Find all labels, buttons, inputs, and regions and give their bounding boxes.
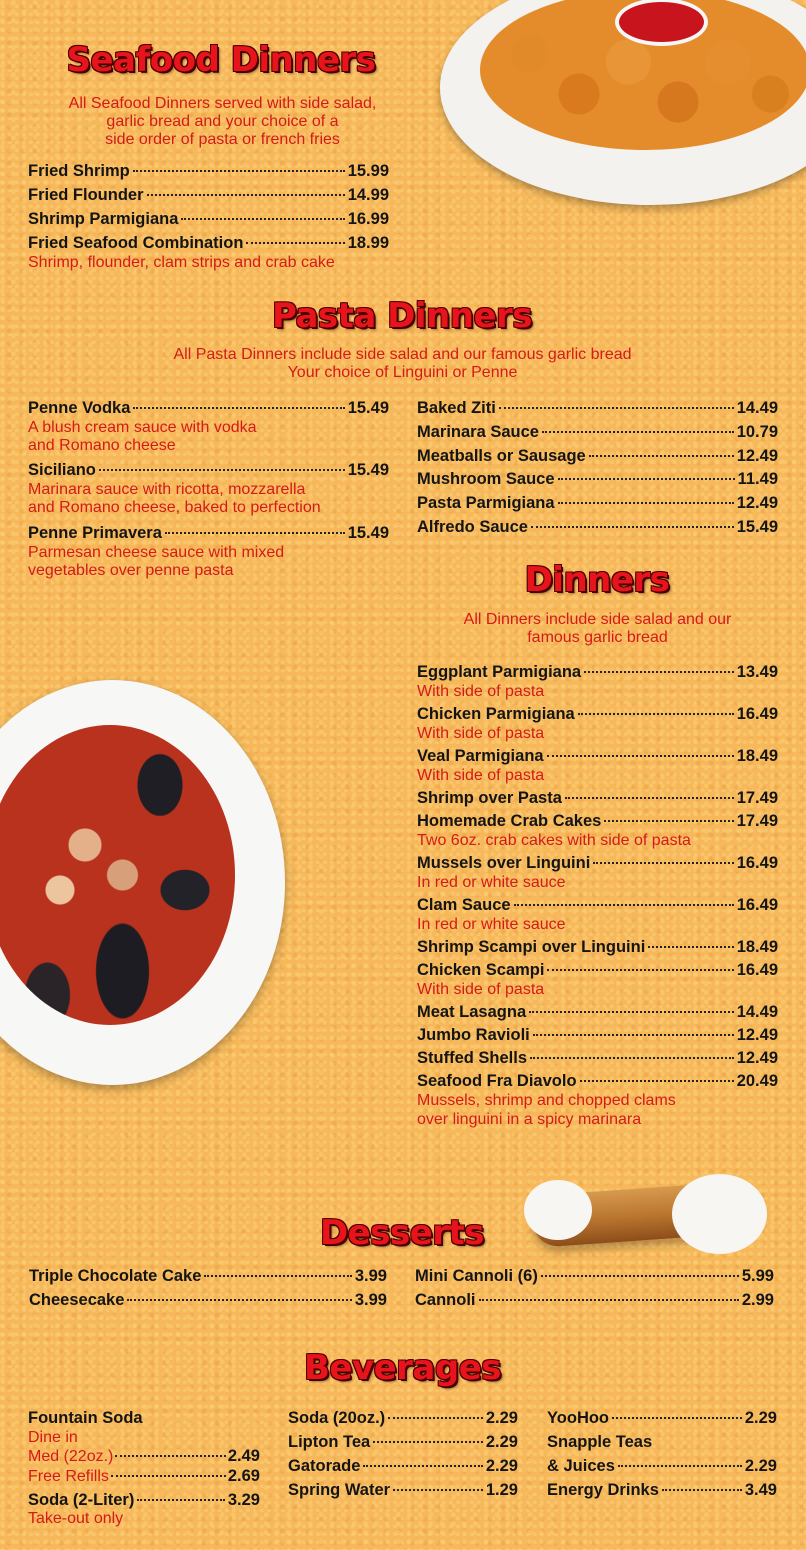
menu-item: Triple Chocolate Cake 3.99 [29, 1267, 387, 1285]
item-description: Parmesan cheese sauce with mixed vegetables over penne pasta [28, 544, 285, 579]
menu-item: Chicken Scampi 16.49 [417, 961, 778, 979]
snapple-label: Snapple Teas [547, 1433, 653, 1451]
fried-shrimp-photo [440, 0, 806, 205]
menu-item: Homemade Crab Cakes 17.49 [417, 812, 778, 830]
menu-item: Fried Flounder 14.99 [28, 186, 389, 204]
menu-item: Cheesecake 3.99 [29, 1291, 387, 1309]
menu-item: Shrimp Parmigiana 16.99 [28, 210, 389, 228]
menu-item: Shrimp Scampi over Linguini 18.49 [417, 938, 778, 956]
menu-item: Veal Parmigiana 18.49 [417, 747, 778, 765]
dinners-note: All Dinners include side salad and our famous garlic bread [463, 611, 732, 646]
menu-item: Meat Lasagna 14.49 [417, 1003, 778, 1021]
menu-item: Jumbo Ravioli 12.49 [417, 1026, 778, 1044]
menu-item: Fried Seafood Combination 18.99 [28, 234, 389, 252]
menu-item: Seafood Fra Diavolo 20.49 [417, 1072, 778, 1090]
menu-item: Shrimp over Pasta 17.49 [417, 789, 778, 807]
seafood-note: All Seafood Dinners served with side salad, garlic bread and your choice of a side order of pasta or french fries [68, 95, 377, 148]
item-description: With side of pasta [417, 767, 545, 784]
menu-item: Spring Water 1.29 [288, 1481, 518, 1499]
cannoli-photo [522, 1168, 772, 1256]
item-description: Two 6oz. crab cakes with side of pasta [417, 832, 691, 849]
menu-item: Stuffed Shells 12.49 [417, 1049, 778, 1067]
menu-item: Baked Ziti 14.49 [417, 399, 778, 417]
menu-item: Meatballs or Sausage 12.49 [417, 447, 778, 465]
menu-item: Marinara Sauce 10.79 [417, 423, 778, 441]
menu-item: Fried Shrimp 15.99 [28, 162, 389, 180]
item-description: Marinara sauce with ricotta, mozzarella and Romano cheese, baked to perfection [28, 481, 321, 516]
pasta-note: All Pasta Dinners include side salad and our famous garlic bread Your choice of Linguini or Penne [173, 346, 632, 381]
item-description: In red or white sauce [417, 874, 566, 891]
item-description: over linguini in a spicy marinara [417, 1111, 642, 1128]
takeout-note: Take-out only [28, 1510, 124, 1527]
desserts-title: Desserts [319, 1213, 485, 1253]
menu-item: & Juices 2.29 [547, 1457, 777, 1475]
menu-item: Lipton Tea 2.29 [288, 1433, 518, 1451]
menu-item: Free Refills 2.69 [28, 1467, 260, 1485]
pasta-title: Pasta Dinners [271, 296, 533, 336]
dinners-title: Dinners [524, 560, 670, 600]
menu-item: Penne Vodka 15.49 [28, 399, 389, 417]
menu-item: Gatorade 2.29 [288, 1457, 518, 1475]
item-description: With side of pasta [417, 981, 545, 998]
item-description: Mussels, shrimp and chopped clams [417, 1092, 676, 1109]
menu-item: Alfredo Sauce 15.49 [417, 518, 778, 536]
menu-item: Mini Cannoli (6) 5.99 [415, 1267, 774, 1285]
menu-item: Clam Sauce 16.49 [417, 896, 778, 914]
menu-item: Mussels over Linguini 16.49 [417, 854, 778, 872]
menu-item: Siciliano 15.49 [28, 461, 389, 479]
item-description: A blush cream sauce with vodka and Romano cheese [28, 419, 257, 454]
menu-item: Chicken Parmigiana 16.49 [417, 705, 778, 723]
menu-item: YooHoo 2.29 [547, 1409, 777, 1427]
menu-item: Eggplant Parmigiana 13.49 [417, 663, 778, 681]
fountain-soda-label: Fountain Soda [28, 1409, 143, 1427]
beverages-title: Beverages [303, 1348, 502, 1388]
dine-in-label: Dine in [28, 1429, 78, 1446]
menu-item: Penne Primavera 15.49 [28, 524, 389, 542]
seafood-title: Seafood Dinners [66, 40, 376, 80]
item-description: In red or white sauce [417, 916, 566, 933]
item-description: With side of pasta [417, 683, 545, 700]
item-description: Shrimp, flounder, clam strips and crab cake [28, 254, 335, 271]
menu-item: Soda (2-Liter) 3.29 [28, 1491, 260, 1509]
menu-item: Energy Drinks 3.49 [547, 1481, 777, 1499]
menu-item: Cannoli 2.99 [415, 1291, 774, 1309]
menu-item: Mushroom Sauce 11.49 [417, 470, 778, 488]
menu-item: Med (22oz.) 2.49 [28, 1447, 260, 1465]
menu-item: Soda (20oz.) 2.29 [288, 1409, 518, 1427]
seafood-pasta-photo [0, 680, 285, 1085]
menu-item: Pasta Parmigiana 12.49 [417, 494, 778, 512]
item-description: With side of pasta [417, 725, 545, 742]
